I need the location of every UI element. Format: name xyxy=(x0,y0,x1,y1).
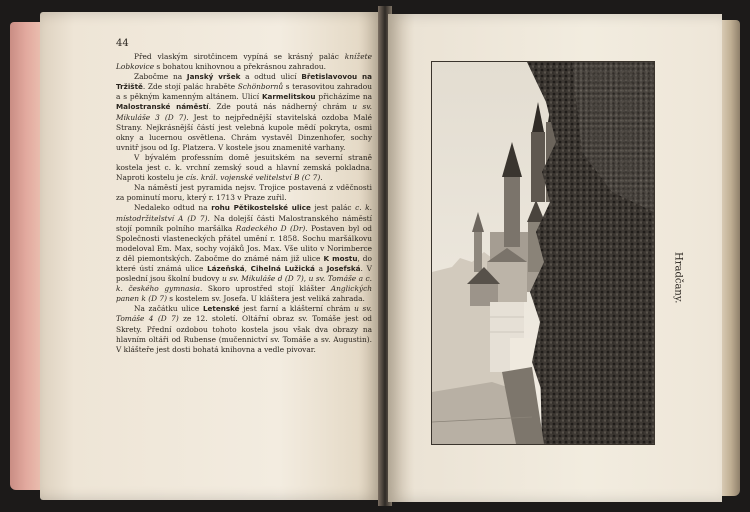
landmark-reference: u sv. Mikuláše 3 (D 7) xyxy=(116,102,372,122)
text-run: Nedaleko odtud na xyxy=(134,203,212,213)
street-name: K mostu xyxy=(323,253,358,263)
street-name: rohu Pětikostelské ulice xyxy=(211,203,311,213)
landmark-reference: Schönbornů xyxy=(237,82,284,92)
hradcany-illustration xyxy=(432,62,654,444)
street-name: Lázeňská xyxy=(207,263,245,273)
text-run: . xyxy=(320,173,323,183)
text-run: V bývalém professním domě jesuitském na severní straně kostela jest c. k. vrchní zemský soud a hlavní zemská pokladna. Naproti kostelu je xyxy=(116,152,372,183)
text-run: . Skoro uprostřed stojí klášter xyxy=(199,284,331,294)
street-name: Letenské xyxy=(202,304,240,314)
text-run: Na začátku ulice xyxy=(134,304,203,314)
street-name: Lužická xyxy=(284,263,315,273)
landmark-reference: u sv. Tomáše 4 (D 7) xyxy=(116,304,372,324)
paragraph xyxy=(116,203,372,304)
street-name: Karmelitskou xyxy=(261,92,316,102)
book-page-edges-right xyxy=(722,20,740,496)
text-run: Před vlaským sirotčincem vypíná se krásný palác xyxy=(134,52,345,61)
landmark-reference: Radeckého D (Dr) xyxy=(235,223,306,233)
text-run: , xyxy=(303,274,309,284)
paragraph xyxy=(116,72,372,153)
text-run: . Zde poutá nás nádherný chrám xyxy=(208,102,353,112)
street-name: Malostranské náměstí xyxy=(116,102,209,112)
plate-caption: Hradčany. xyxy=(672,252,684,304)
text-run: a odtud ulicí xyxy=(240,72,302,82)
hradcany-photograph xyxy=(431,61,655,445)
text-run: . Jest to nejpřednější stavitelská ozdoba Malé Strany. Nejkrásnější částí jest velebná kupole mědí pokryta, osmi okny a lucernou osvětlena. Chrám vystavěl Dinzenhofer, sochy uvnitř jsou od Ig. Platzera. V kostele jsou znamenité varhany. xyxy=(116,112,372,152)
text-run: . V poslední jsou školní budovy xyxy=(116,263,372,284)
landmark-reference: cís. král. vojenské velitelství B (C 7) xyxy=(185,173,321,183)
text-run: s kostelem sv. Josefa. U kláštera jest veliká zahrada. xyxy=(166,294,365,304)
street-name: Janský vršek xyxy=(186,72,241,82)
text-run: s bohatou knihovnou a překrásnou zahradou. xyxy=(154,62,326,72)
paragraph xyxy=(116,304,372,354)
left-page-text xyxy=(116,52,372,355)
landmark-reference: Anglických panen k (D 7) xyxy=(116,284,372,304)
paragraph xyxy=(116,153,372,183)
landmark-reference: c. k. místodržitelství A (D 7) xyxy=(116,203,373,223)
text-run: ze 12. století. Oltářní obraz sv. Tomáše jest od Skrety. Přední ozdobou tohoto kostela jsou však dva obrazy na hlavním oltáři od Rubense (mučennictví sv. Tomáše a sv. Augustin). V klášteře jest dosti bohatá knihovna a vedle pivovar. xyxy=(116,314,373,354)
street-name: Josefská xyxy=(326,263,361,273)
paragraph xyxy=(116,52,372,72)
text-run: jest palác xyxy=(310,203,356,213)
text-run: . Na dolejší části Malostranského náměstí stojí pomník polního maršálka xyxy=(116,213,372,233)
text-run: . Postaven byl od Společnosti vlasteneckých přátel umění r. 1858. Sochu maršálkovu modeloval Em. Max, sochy vojáků Jos. Max. Vše ulito v Norimberce z děl piemontských. Zabočme do známé nám již ulice xyxy=(116,223,373,263)
paragraph xyxy=(116,183,372,203)
text-run: s terasovitou zahradou a s pěkným kamenným altánem. Ulicí xyxy=(116,82,372,102)
page-number: 44 xyxy=(116,38,129,49)
text-run: jest farní a klášterní chrám xyxy=(239,304,355,314)
text-run: . Zde stojí palác hraběte xyxy=(142,82,238,92)
street-name: Cihelná xyxy=(250,263,281,273)
landmark-reference: u sv. Tomáše a c. k. českého gymnasia xyxy=(116,274,372,294)
text-run: , do které ústí známá ulice xyxy=(116,253,372,273)
text-run: Na náměstí jest pyramida nejsv. Trojice postavená z vděčnosti za pominutí moru, který r. 1713 v Praze zuřil. xyxy=(116,183,372,203)
text-run: přicházíme na xyxy=(315,92,373,102)
street-name: Břetislavovou na Tržiště xyxy=(116,72,372,92)
text-run: a xyxy=(314,263,327,273)
text-run: Zabočme na xyxy=(134,72,187,82)
text-run: , xyxy=(244,263,251,273)
landmark-reference: knížete Lobkovice xyxy=(116,52,372,72)
landmark-reference: u sv. Mikuláše d (D 7) xyxy=(221,274,304,284)
